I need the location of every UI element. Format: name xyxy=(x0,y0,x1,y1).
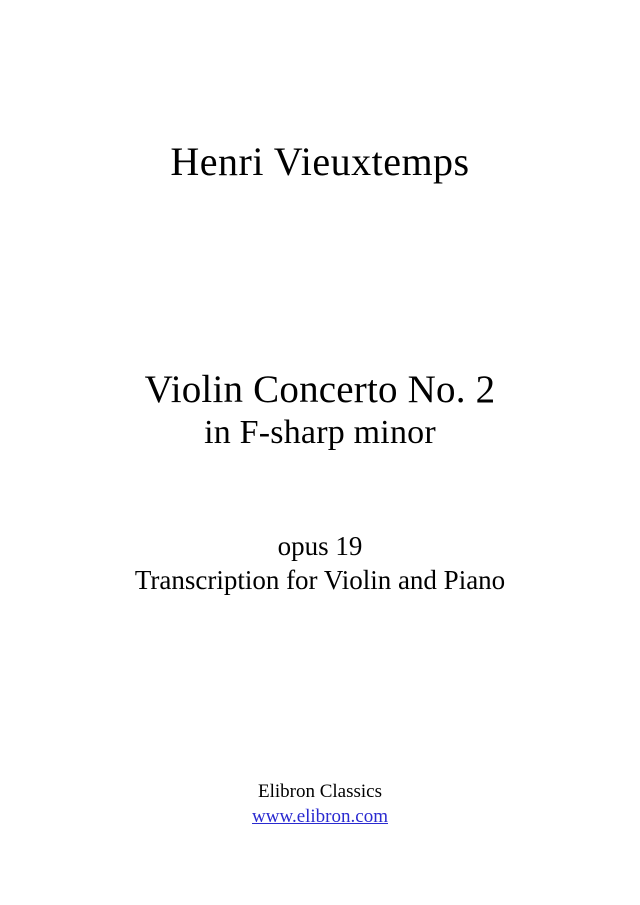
publisher-name: Elibron Classics xyxy=(257,781,383,802)
publisher-website-link[interactable]: www.elibron.com xyxy=(252,805,388,827)
arrangement-description: Transcription for Violin and Piano xyxy=(134,564,506,595)
opus-number: opus 19 xyxy=(277,531,363,561)
publisher-imprint xyxy=(0,780,640,829)
work-title-line-1: Violin Concerto No. 2 xyxy=(144,368,496,411)
work-subtitle xyxy=(0,530,640,598)
work-title xyxy=(0,368,640,454)
composer-name: Henri Vieuxtemps xyxy=(170,139,470,184)
work-title-line-2: in F-sharp minor xyxy=(204,413,436,451)
